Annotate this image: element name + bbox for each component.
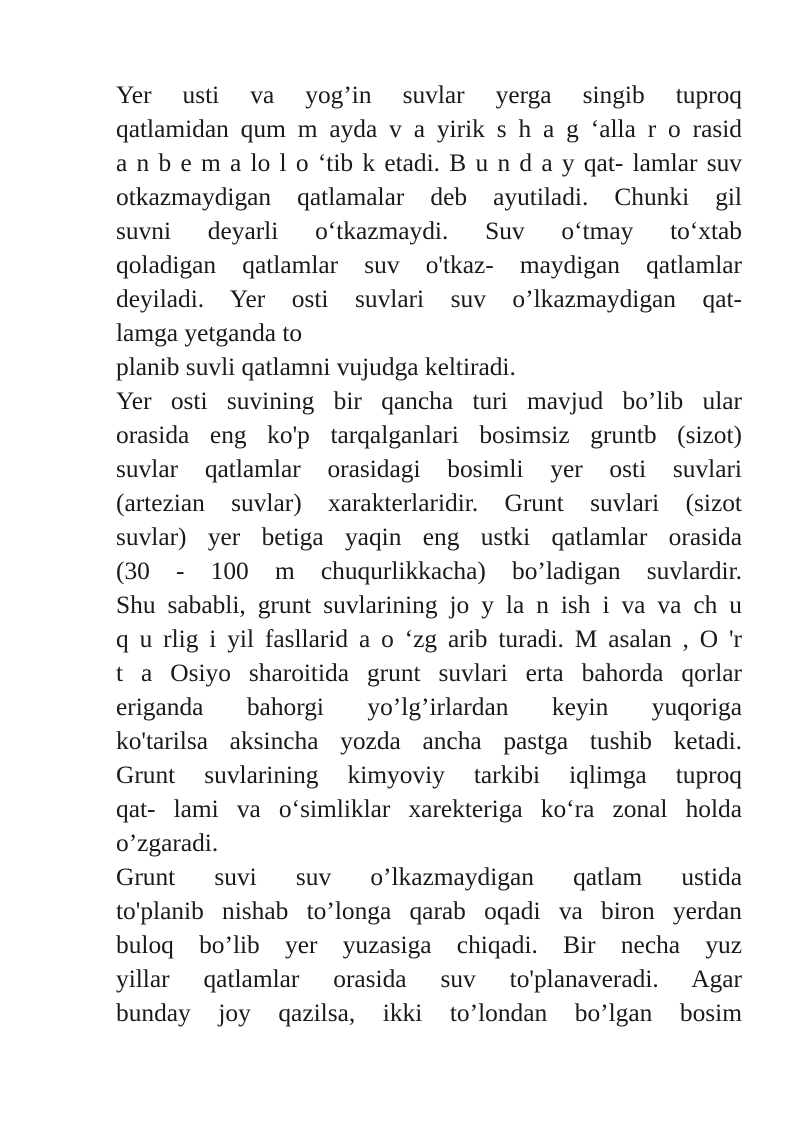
text-line: orasida eng ko'p tarqalganlari bosimsiz gruntb (sizot) [116, 421, 742, 449]
text-line: to'planib nishab to’longa qarab oqadi va biron yerdan [116, 897, 742, 925]
text-line: t a Osiyo sharoitida grunt suvlari erta bahorda qorlar [116, 659, 742, 687]
text-line: suvlar qatlamlar orasidagi bosimli yer osti suvlari [116, 455, 742, 483]
text-line: qat- lami va o‘simliklar xarekteriga ko‘ra zonal holda [116, 795, 742, 823]
text-line: Yer usti va yog’in suvlar yerga singib tuproq [116, 81, 742, 109]
text-line: yillar qatlamlar orasida suv to'planaveradi. Agar [116, 965, 742, 993]
text-line: suvlar) yer betiga yaqin eng ustki qatlamlar orasida [116, 523, 742, 551]
text-line: Grunt suvlarining kimyoviy tarkibi iqlimga tuproq [116, 761, 742, 789]
text-line: Shu sababli, grunt suvlarining jo y la n ish i va va ch u [116, 591, 742, 619]
text-line: (artezian suvlar) xarakterlaridir. Grunt suvlari (sizot [116, 489, 742, 517]
text-line: otkazmaydigan qatlamalar deb ayutiladi. Chunki gil [116, 183, 742, 211]
text-line: bunday joy qazilsa, ikki to’londan bo’lgan bosim [116, 999, 742, 1027]
text-line: (30 - 100 m chuqurlikkacha) bo’ladigan suvlardir. [116, 557, 742, 585]
text-line: Grunt suvi suv o’lkazmaydigan qatlam ustida [116, 863, 742, 891]
text-line: buloq bo’lib yer yuzasiga chiqadi. Bir necha yuz [116, 931, 742, 959]
text-line: o’zgaradi. [116, 829, 219, 857]
text-line: suvni deyarli o‘tkazmaydi. Suv o‘tmay to‘xtab [116, 217, 742, 245]
text-line: Yer osti suvining bir qancha turi mavjud bo’lib ular [116, 387, 742, 415]
text-line: q u rlig i yil fasllarid a o ‘zg arib turadi. M asalan , O 'r [116, 625, 742, 653]
text-line: planib suvli qatlamni vujudga keltiradi. [116, 353, 516, 381]
text-line: lamga yetganda to [116, 319, 303, 347]
text-line: ko'tarilsa aksincha yozda ancha pastga tushib ketadi. [116, 727, 742, 755]
text-line: qatlamidan qum m ayda v a yirik s h a g ‘alla r o rasid [116, 115, 742, 143]
text-line: qoladigan qatlamlar suv o'tkaz- maydigan qatlamlar [116, 251, 742, 279]
text-line: a n b e m a lo l o ‘tib k etadi. B u n d a y qat- lamlar suv [116, 149, 742, 177]
text-line: deyiladi. Yer osti suvlari suv o’lkazmaydigan qat- [116, 285, 742, 313]
document-page [116, 78, 742, 1030]
text-line: eriganda bahorgi yo’lg’irlardan keyin yuqoriga [116, 693, 742, 721]
